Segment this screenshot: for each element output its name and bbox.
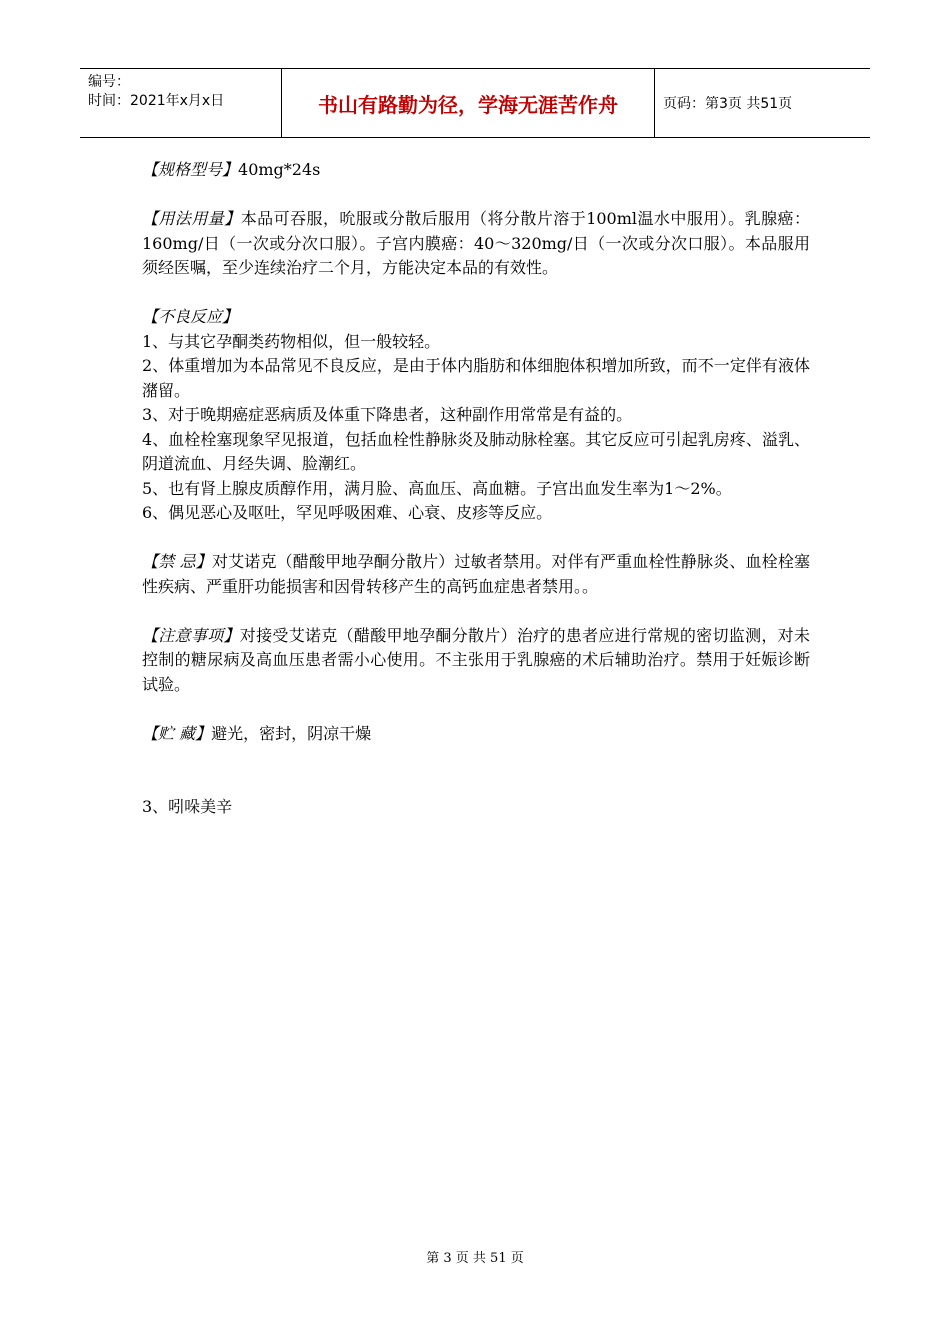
storage-section (142, 722, 810, 747)
header-page-label: 页码：第3页 共51页 (663, 96, 793, 112)
usage-section (142, 207, 810, 281)
header-motto: 书山有路勤为径，学海无涯苦作舟 (282, 69, 655, 137)
usage-text: 本品可吞服，吮服或分散后服用（将分散片溶于100ml温水中服用）。乳腺癌：160mg/日（一次或分次口服）。子宫内膜癌：40～320mg/日（一次或分次口服）。本品服用须经医嘱，至少连续治疗二个月，方能决定本品的有效性。 (142, 209, 810, 277)
caution-heading: 【注意事项】 (142, 625, 240, 645)
time-label: 时间：2021年x月x日 (88, 93, 225, 109)
storage-text: 避光，密封，阴凉干燥 (211, 723, 372, 743)
contra-heading: 【禁 忌】 (142, 552, 212, 571)
adverse-item: 5、也有肾上腺皮质醇作用，满月脸、高血压、高血糖。子宫出血发生率为1～2%。 (142, 478, 732, 498)
spec-heading: 【规格型号】 (142, 160, 239, 179)
storage-heading: 【贮 藏】 (142, 723, 212, 743)
adverse-item: 4、血栓栓塞现象罕见报道，包括血栓性静脉炎及肺动脉栓塞。其它反应可引起乳房疼、溢乳、阴道流血、月经失调、脸潮红。 (142, 429, 810, 473)
spec-section (142, 158, 810, 183)
adverse-item: 6、偶见恶心及呕吐，罕见呼吸困难、心衰、皮疹等反应。 (142, 503, 553, 522)
page-header (80, 68, 870, 138)
adverse-item: 3、对于晚期癌症恶病质及体重下降患者，这种副作用常常是有益的。 (142, 405, 633, 424)
document-body (142, 158, 810, 820)
contra-text: 对艾诺克（醋酸甲地孕酮分散片）过敏者禁用。对伴有严重血栓性静脉炎、血栓栓塞性疾病、严重肝功能损害和因骨转移产生的高钙血症患者禁用。。 (142, 552, 810, 596)
adverse-item: 2、体重增加为本品常见不良反应，是由于体内脂肪和体细胞体积增加所致，而不一定伴有液体潴留。 (142, 356, 810, 400)
adverse-item: 1、与其它孕酮类药物相似，但一般较轻。 (142, 331, 441, 351)
next-item-heading: 3、吲哚美辛 (142, 797, 233, 816)
page-footer: 第 3 页 共 51 页 (426, 1251, 524, 1266)
adverse-heading: 【不良反应】 (142, 307, 239, 326)
spec-text: 40mg*24s (238, 160, 321, 179)
caution-section (142, 624, 810, 698)
header-meta (80, 69, 282, 137)
number-label: 编号： (88, 74, 130, 90)
caution-text: 对接受艾诺克（醋酸甲地孕酮分散片）治疗的患者应进行常规的密切监测，对未控制的糖尿病及高血压患者需小心使用。不主张用于乳腺癌的术后辅助治疗。禁用于妊娠诊断试验。 (142, 625, 810, 694)
contra-section (142, 550, 810, 599)
usage-heading: 【用法用量】 (142, 209, 241, 228)
